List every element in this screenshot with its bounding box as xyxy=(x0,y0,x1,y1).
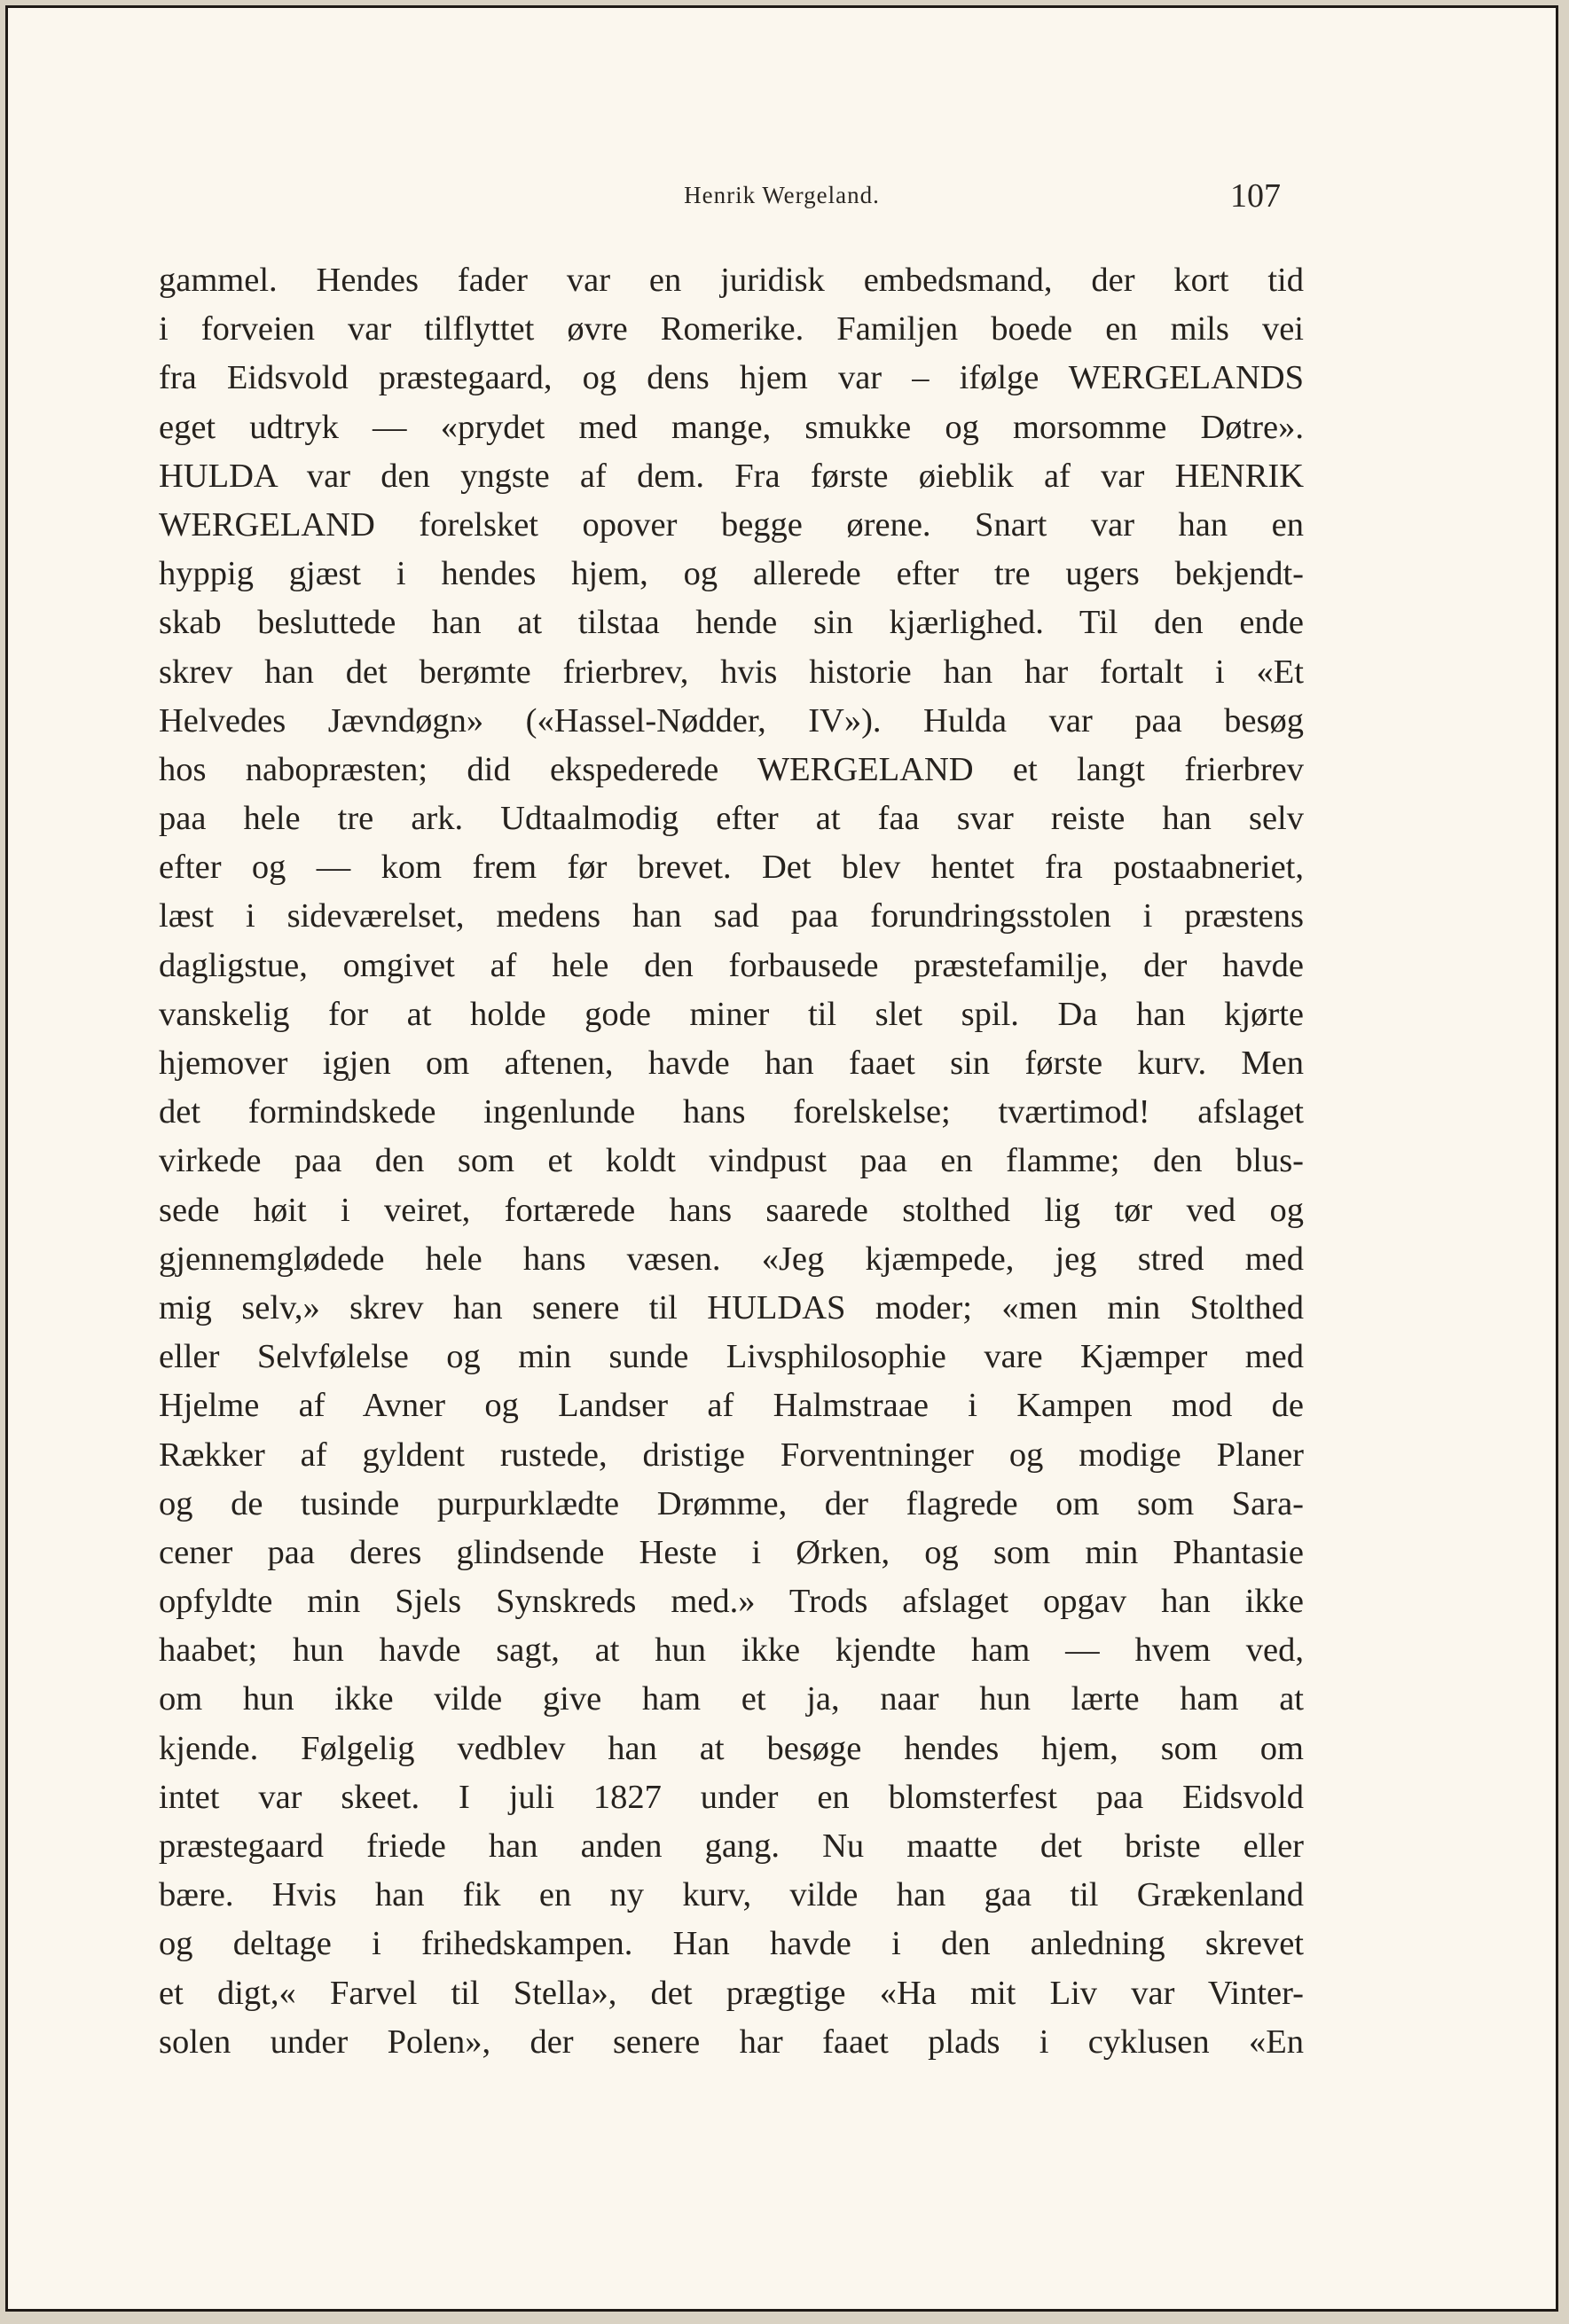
text-line: og deltage i frihedskampen. Han havde i den anledning skrevet xyxy=(159,1925,1304,1963)
text-line: efter og — kom frem før brevet. Det blev hentet fra postaabneriet, xyxy=(159,849,1304,887)
text-line: mig selv,» skrev han senere til HULDAS moder; «men min Stolthed xyxy=(159,1288,1304,1326)
text-line: hyppig gjæst i hendes hjem, og allerede efter tre ugers bekjendt- xyxy=(159,555,1304,593)
text-line: WERGELAND forelsket opover begge ørene. Snart var han en xyxy=(159,505,1304,544)
text-line: et digt,« Farvel til Stella», det prægtige «Ha mit Liv var Vinter- xyxy=(159,1974,1304,2012)
text-line: Rækker af gyldent rustede, dristige Forventninger og modige Planer xyxy=(159,1436,1304,1474)
text-line: det formindskede ingenlunde hans forelskelse; tværtimod! afslaget xyxy=(159,1093,1304,1131)
text-line: skab besluttede han at tilstaa hende sin kjærlighed. Til den ende xyxy=(159,604,1304,642)
text-line: eller Selvfølelse og min sunde Livsphilosophie vare Kjæmper med xyxy=(159,1338,1304,1376)
text-line: skrev han det berømte frierbrev, hvis historie han har fortalt i «Et xyxy=(159,653,1304,691)
text-line: hos nabopræsten; did ekspederede WERGELAND et langt frierbrev xyxy=(159,750,1304,788)
text-line: cener paa deres glindsende Heste i Ørken, og som min Phantasie xyxy=(159,1533,1304,1571)
text-line: bære. Hvis han fik en ny kurv, vilde han gaa til Grækenland xyxy=(159,1876,1304,1914)
text-line: og de tusinde purpurklædte Drømme, der flagrede om som Sara- xyxy=(159,1484,1304,1522)
text-line: fra Eidsvold præstegaard, og dens hjem var – ifølge WERGELANDS xyxy=(159,359,1304,397)
text-line: Hjelme af Avner og Landser af Halmstraae i Kampen mod de xyxy=(159,1387,1304,1425)
book-page xyxy=(5,5,1558,2312)
text-line: gjennemglødede hele hans væsen. «Jeg kjæmpede, jeg stred med xyxy=(159,1240,1304,1278)
text-line: intet var skeet. I juli 1827 under en blomsterfest paa Eidsvold xyxy=(159,1778,1304,1816)
text-line: i forveien var tilflyttet øvre Romerike. Familjen boede en mils vei xyxy=(159,310,1304,348)
text-line: paa hele tre ark. Udtaalmodig efter at faa svar reiste han selv xyxy=(159,800,1304,838)
text-line: vanskelig for at holde gode miner til slet spil. Da han kjørte xyxy=(159,995,1304,1033)
text-line: præstegaard friede han anden gang. Nu maatte det briste eller xyxy=(159,1827,1304,1865)
text-line: HULDA var den yngste af dem. Fra første øieblik af var HENRIK xyxy=(159,457,1304,495)
body-text xyxy=(159,256,1304,2067)
text-line: gammel. Hendes fader var en juridisk embedsmand, der kort tid xyxy=(159,262,1304,299)
text-line: eget udtryk — «prydet med mange, smukke og morsomme Døtre». xyxy=(159,408,1304,446)
text-line: om hun ikke vilde give ham et ja, naar hun lærte ham at xyxy=(159,1680,1304,1718)
text-line: sede høit i veiret, fortærede hans saarede stolthed lig tør ved og xyxy=(159,1191,1304,1229)
text-line: opfyldte min Sjels Synskreds med.» Trods afslaget opgav han ikke xyxy=(159,1583,1304,1621)
page-number: 107 xyxy=(1230,177,1281,215)
text-line: solen under Polen», der senere har faaet plads i cyklusen «En xyxy=(159,2023,1304,2061)
running-title: Henrik Wergeland. xyxy=(684,182,880,208)
text-line: læst i sideværelset, medens han sad paa forundringsstolen i præstens xyxy=(159,897,1304,935)
text-line: haabet; hun havde sagt, at hun ikke kjendte ham — hvem ved, xyxy=(159,1631,1304,1670)
text-line: kjende. Følgelig vedblev han at besøge hendes hjem, som om xyxy=(159,1729,1304,1767)
text-line: hjemover igjen om aftenen, havde han faaet sin første kurv. Men xyxy=(159,1045,1304,1082)
text-line: dagligstue, omgivet af hele den forbausede præstefamilje, der havde xyxy=(159,946,1304,984)
text-line: virkede paa den som et koldt vindpust paa en flamme; den blus- xyxy=(159,1142,1304,1180)
running-header xyxy=(8,177,1556,217)
text-line: Helvedes Jævndøgn» («Hassel-Nødder, IV»). Hulda var paa besøg xyxy=(159,701,1304,739)
